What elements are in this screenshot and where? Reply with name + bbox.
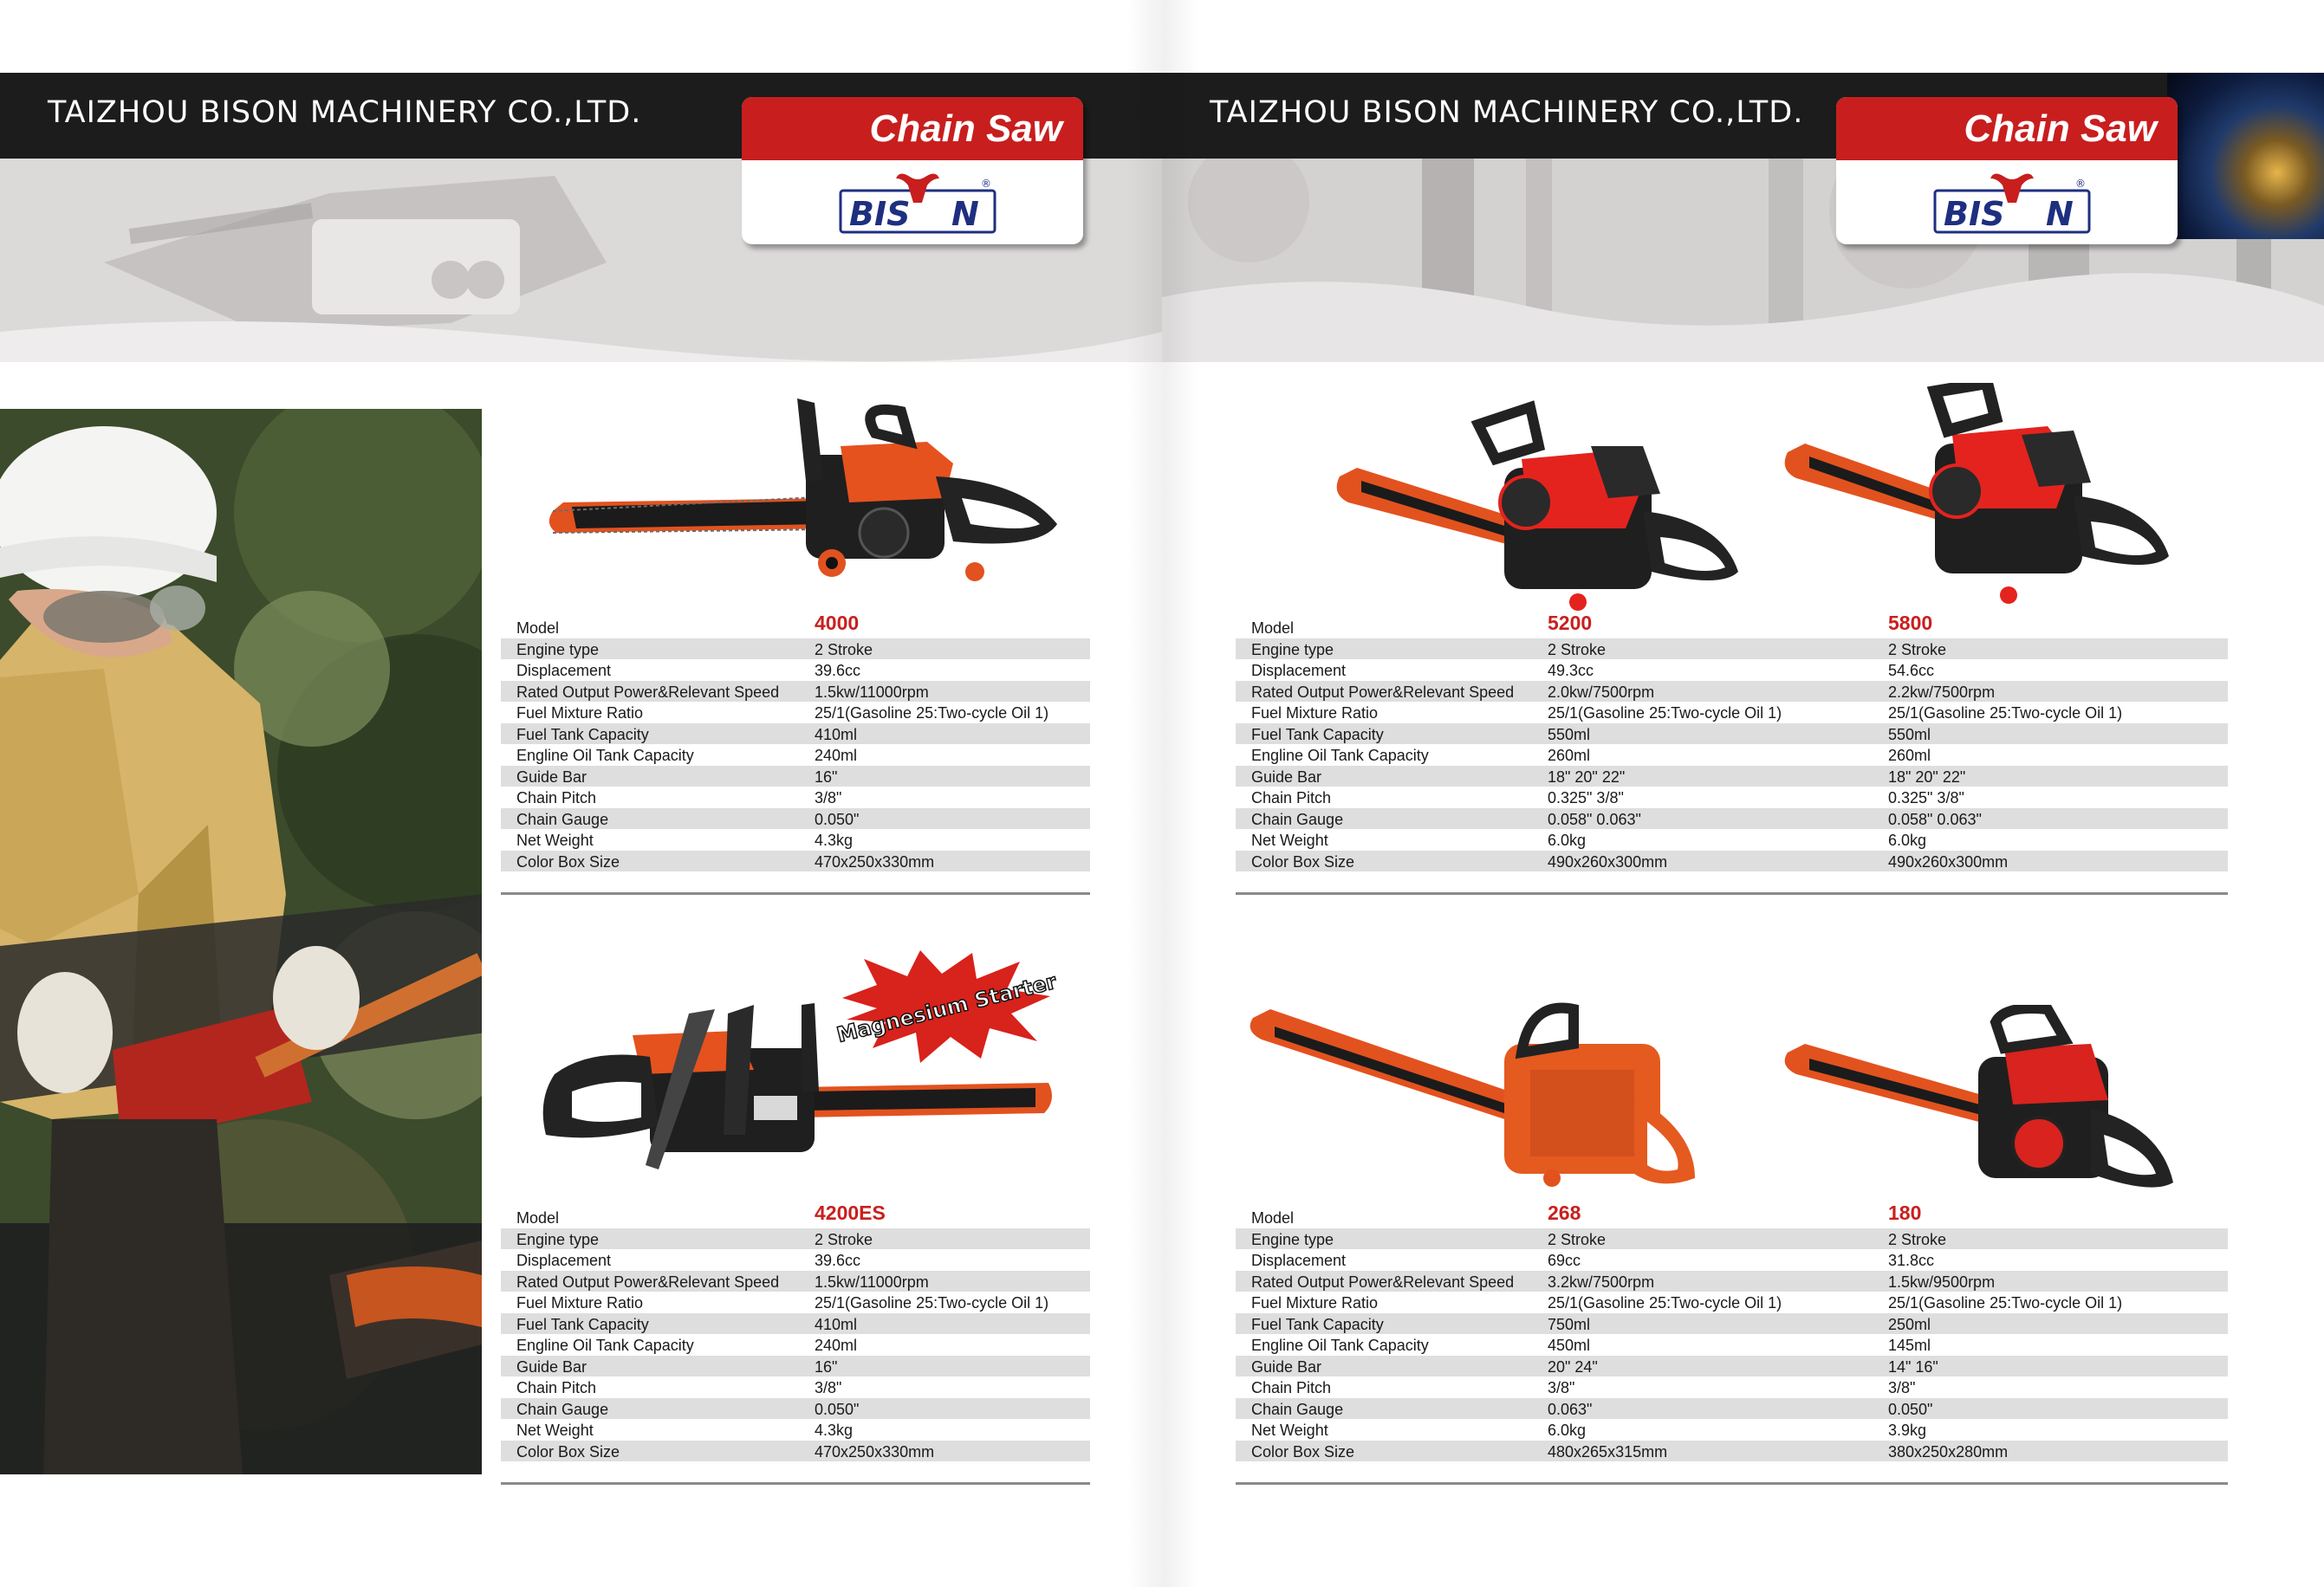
spec-value: 260ml <box>1548 747 1591 764</box>
spec-value: 25/1(Gasoline 25:Two-cycle Oil 1) <box>1548 1294 1782 1312</box>
spec-value: 18" 20" 22" <box>1548 768 1626 786</box>
spec-label: Color Box Size <box>516 852 620 871</box>
badge-title: Chain Saw <box>869 107 1062 150</box>
spec-value: 240ml <box>815 747 858 764</box>
spec-value: 480x265x315mm <box>1548 1442 1668 1461</box>
spec-label: Rated Output Power&Relevant Speed <box>1251 683 1515 701</box>
spec-value: 31.8cc <box>1888 1252 1935 1269</box>
divider <box>1236 1482 2228 1485</box>
spec-value: 1.5kw/9500rpm <box>1888 1273 1996 1291</box>
spec-label: Color Box Size <box>1251 852 1355 871</box>
model-180: 180 <box>1888 1202 1922 1224</box>
spec-value: 14" 16" <box>1888 1357 1938 1376</box>
spec-label: Chain Gauge <box>1251 1400 1344 1418</box>
spec-value: 4.3kg <box>815 1422 854 1439</box>
spec-value: 25/1(Gasoline 25:Two-cycle Oil 1) <box>815 704 1049 722</box>
spec-value: 54.6cc <box>1888 662 1935 679</box>
spec-label: Fuel Tank Capacity <box>1251 725 1384 743</box>
spec-value: 0.063" <box>1548 1400 1593 1418</box>
spec-value: 1.5kw/11000rpm <box>815 683 929 701</box>
spec-value: 69cc <box>1548 1252 1581 1269</box>
model-268: 268 <box>1548 1202 1581 1224</box>
spec-value: 145ml <box>1888 1337 1931 1354</box>
spec-value: 0.050" <box>815 1400 860 1418</box>
globe-image <box>2167 73 2324 239</box>
spec-label: Model <box>1251 1209 1295 1227</box>
spec-value: 470x250x330mm <box>815 1442 935 1461</box>
spec-value: 490x260x300mm <box>1548 852 1668 871</box>
registered-mark: ® <box>981 178 991 190</box>
spec-value: 6.0kg <box>1548 1422 1587 1439</box>
spec-value: 1.5kw/11000rpm <box>815 1273 929 1291</box>
spec-value: 250ml <box>1888 1315 1931 1333</box>
spec-value: 0.050" <box>815 810 860 828</box>
spec-value: 0.050" <box>1888 1400 1933 1418</box>
spec-value: 25/1(Gasoline 25:Two-cycle Oil 1) <box>1888 1294 2123 1312</box>
spec-value: 39.6cc <box>815 1252 861 1269</box>
spec-value: 0.058" 0.063" <box>1548 810 1641 828</box>
spec-label: Fuel Tank Capacity <box>1251 1315 1384 1333</box>
chainsaw-5800-image <box>1779 383 2178 612</box>
spec-label: Engline Oil Tank Capacity <box>516 1337 694 1354</box>
spec-label: Fuel Mixture Ratio <box>1251 704 1379 722</box>
spec-label: Model <box>1251 619 1295 637</box>
spec-label: Fuel Mixture Ratio <box>516 704 644 722</box>
spec-label: Guide Bar <box>516 768 587 786</box>
spec-label: Engline Oil Tank Capacity <box>1251 1337 1429 1354</box>
spec-label: Displacement <box>516 1252 612 1269</box>
spec-value: 260ml <box>1888 747 1931 764</box>
spec-label: Model <box>516 1209 560 1227</box>
spec-value: 750ml <box>1548 1315 1591 1333</box>
model-4000: 4000 <box>815 612 860 634</box>
spec-value: 4.3kg <box>815 832 854 849</box>
spec-label: Chain Pitch <box>1251 789 1332 806</box>
spec-label: Displacement <box>1251 662 1347 679</box>
badge-title: Chain Saw <box>1964 107 2157 150</box>
spec-label: Guide Bar <box>1251 1357 1322 1376</box>
spec-value: 2 Stroke <box>1888 1230 1947 1248</box>
spec-value: 2 Stroke <box>1888 640 1947 658</box>
spec-label: Rated Output Power&Relevant Speed <box>1251 1273 1515 1291</box>
spec-label: Engine type <box>516 1230 600 1248</box>
chainsaw-4000-image <box>537 394 1074 598</box>
spec-value: 18" 20" 22" <box>1888 768 1966 786</box>
spec-label: Fuel Mixture Ratio <box>1251 1294 1379 1312</box>
spec-value: 450ml <box>1548 1337 1591 1354</box>
spec-value: 490x260x300mm <box>1888 852 2009 871</box>
model-4200es: 4200ES <box>815 1202 886 1224</box>
spec-value: 0.058" 0.063" <box>1888 810 1982 828</box>
spec-value: 3/8" <box>1888 1379 1916 1396</box>
spec-label: Rated Output Power&Relevant Speed <box>516 1273 780 1291</box>
spec-value: 3.9kg <box>1888 1422 1927 1439</box>
spec-value: 6.0kg <box>1548 832 1587 849</box>
spec-value: 550ml <box>1548 725 1591 743</box>
spec-label: Net Weight <box>516 1422 594 1439</box>
spec-value: 2.0kw/7500rpm <box>1548 683 1655 701</box>
spec-value: 25/1(Gasoline 25:Two-cycle Oil 1) <box>1888 704 2123 722</box>
spec-label: Displacement <box>1251 1252 1347 1269</box>
spec-label: Fuel Mixture Ratio <box>516 1294 644 1312</box>
spine-shadow <box>1126 0 1198 1587</box>
spec-value: 0.325" 3/8" <box>1548 789 1624 806</box>
spec-value: 3/8" <box>815 1379 842 1396</box>
divider <box>501 892 1090 895</box>
spec-label: Engline Oil Tank Capacity <box>516 747 694 764</box>
chain-saw-badge <box>742 97 1083 244</box>
svg-text:BIS: BIS <box>1944 195 2005 233</box>
svg-text:N: N <box>951 195 979 233</box>
spec-label: Net Weight <box>1251 1422 1328 1439</box>
spec-value: 380x250x280mm <box>1888 1442 2009 1461</box>
spec-label: Model <box>516 619 560 637</box>
spec-value: 3/8" <box>1548 1379 1575 1396</box>
spec-label: Chain Pitch <box>1251 1379 1332 1396</box>
worker-photo <box>0 409 482 1474</box>
spec-value: 410ml <box>815 1315 858 1333</box>
spec-value: 2 Stroke <box>1548 640 1607 658</box>
spec-label: Chain Gauge <box>516 810 609 828</box>
spec-value: 240ml <box>815 1337 858 1354</box>
spec-label: Guide Bar <box>516 1357 587 1376</box>
spec-value: 39.6cc <box>815 662 861 679</box>
svg-text:N: N <box>2046 195 2074 233</box>
spec-label: Guide Bar <box>1251 768 1322 786</box>
spec-value: 25/1(Gasoline 25:Two-cycle Oil 1) <box>1548 704 1782 722</box>
registered-mark: ® <box>2075 178 2086 190</box>
chainsaw-4200es-image <box>537 996 1057 1187</box>
spec-label: Chain Gauge <box>516 1400 609 1418</box>
chainsaw-180-image <box>1779 1005 2178 1208</box>
spec-label: Fuel Tank Capacity <box>516 725 649 743</box>
spec-label: Color Box Size <box>516 1442 620 1461</box>
chainsaw-268-image <box>1244 1001 1704 1195</box>
spec-label: Color Box Size <box>1251 1442 1355 1461</box>
spec-value: 16" <box>815 768 838 786</box>
spec-value: 470x250x330mm <box>815 852 935 871</box>
magnesium-starter-text: Magnesium Starter <box>834 968 1059 1047</box>
spec-value: 20" 24" <box>1548 1357 1598 1376</box>
spec-label: Net Weight <box>1251 832 1328 849</box>
chain-saw-badge <box>1836 97 2178 244</box>
svg-text:BIS: BIS <box>849 195 911 233</box>
spec-value: 2 Stroke <box>815 640 873 658</box>
spec-label: Engine type <box>1251 1230 1334 1248</box>
model-5200: 5200 <box>1548 612 1593 634</box>
spec-value: 550ml <box>1888 725 1931 743</box>
spec-label: Chain Pitch <box>516 789 597 806</box>
spec-value: 25/1(Gasoline 25:Two-cycle Oil 1) <box>815 1294 1049 1312</box>
right-page <box>1162 0 2324 1587</box>
spec-value: 3.2kw/7500rpm <box>1548 1273 1655 1291</box>
spec-value: 6.0kg <box>1888 832 1927 849</box>
spec-label: Displacement <box>516 662 612 679</box>
spec-label: Net Weight <box>516 832 594 849</box>
spec-label: Rated Output Power&Relevant Speed <box>516 683 780 701</box>
spec-label: Chain Gauge <box>1251 810 1344 828</box>
spec-value: 2 Stroke <box>815 1230 873 1248</box>
spec-value: 16" <box>815 1357 838 1376</box>
spec-label: Fuel Tank Capacity <box>516 1315 649 1333</box>
spec-value: 2.2kw/7500rpm <box>1888 683 1996 701</box>
spec-value: 3/8" <box>815 789 842 806</box>
spec-value: 0.325" 3/8" <box>1888 789 1964 806</box>
company-name: TAIZHOU BISON MACHINERY CO.,LTD. <box>1210 95 1804 130</box>
spec-value: 49.3cc <box>1548 662 1594 679</box>
company-name: TAIZHOU BISON MACHINERY CO.,LTD. <box>48 95 642 130</box>
spec-label: Chain Pitch <box>516 1379 597 1396</box>
spec-value: 2 Stroke <box>1548 1230 1607 1248</box>
bison-logo <box>1933 168 2091 236</box>
spec-label: Engine type <box>1251 640 1334 658</box>
spec-label: Engine type <box>516 640 600 658</box>
spec-label: Engline Oil Tank Capacity <box>1251 747 1429 764</box>
model-5800: 5800 <box>1888 612 1933 634</box>
chainsaw-5200-image <box>1331 398 1747 615</box>
divider <box>501 1482 1090 1485</box>
bison-logo <box>839 168 996 236</box>
divider <box>1236 892 2228 895</box>
spec-value: 410ml <box>815 725 858 743</box>
